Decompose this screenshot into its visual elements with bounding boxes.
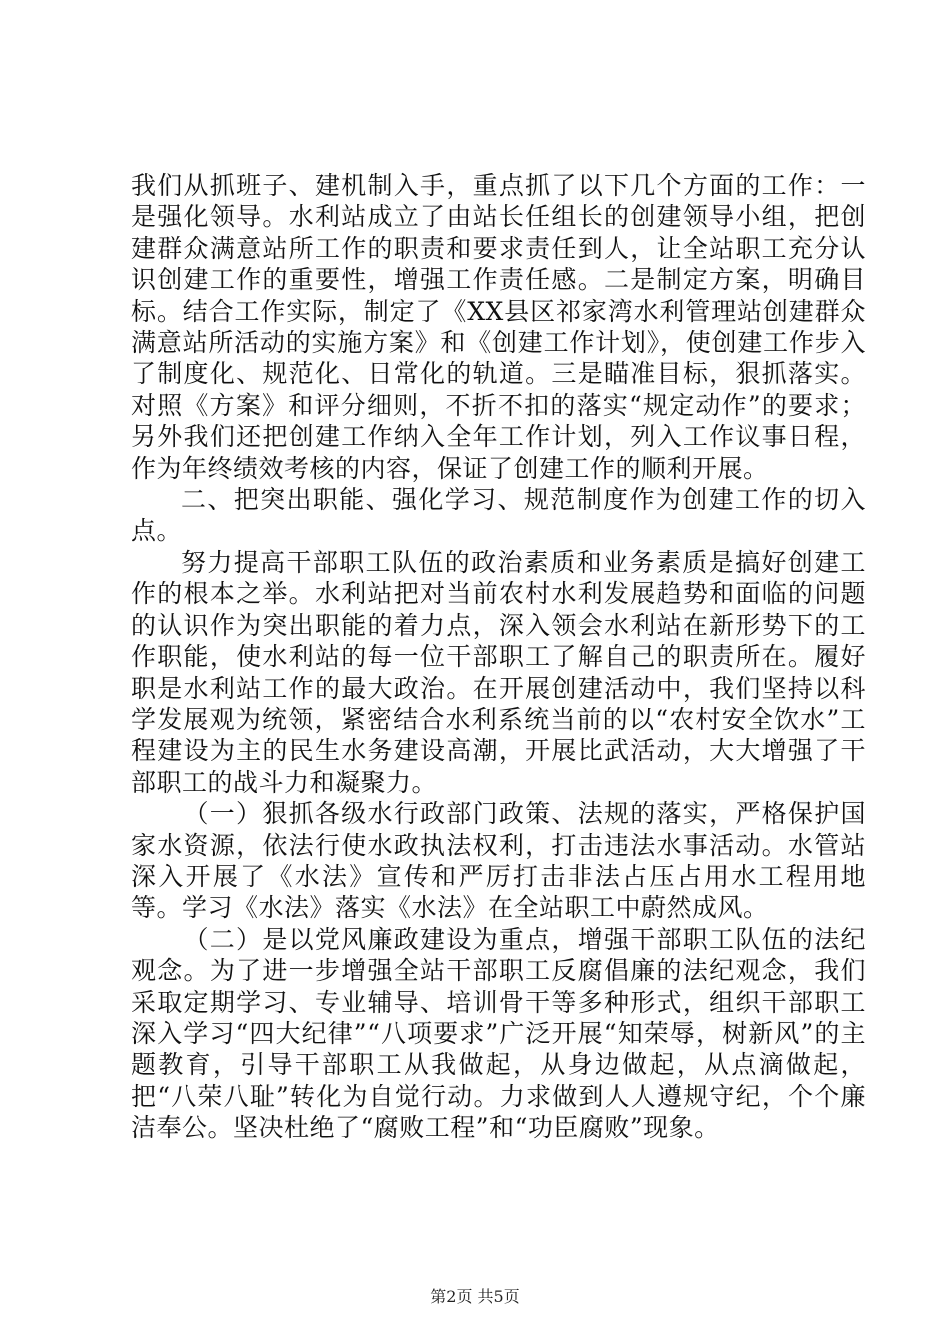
paragraph-quality: 努力提高干部职工队伍的政治素质和业务素质是搞好创建工作的根本之举。水利站把对当前农村水利发展趋势和面临的问题的认识作为突出职能的着力点，深入领会水利站在新形势下的工作职能，使水利站的每一位干部职工了解自己的职责所在。履好职是水利站工作的最大政治。在开展创建活动中，我们坚持以科学发展观为统领，紧密结合水利系统当前的以“农村安全饮水”工程建设为主的民生水务建设高潮，开展比武活动，大大增强了干部职工的战斗力和凝聚力。	[131, 547, 866, 797]
section-heading-two: 二、把突出职能、强化学习、规范制度作为创建工作的切入点。	[131, 485, 866, 546]
paragraph-subitem-one: （一）狠抓各级水行政部门政策、法规的落实，严格保护国家水资源，依法行使水政执法权利，打击违法水事活动。水管站深入开展了《水法》宣传和严厉打击非法占压占用水工程用地等。学习《水法》落实《水法》在全站职工中蔚然成风。	[131, 799, 866, 923]
paragraph-leadership: 我们从抓班子、建机制入手，重点抓了以下几个方面的工作：一是强化领导。水利站成立了由站长任组长的创建领导小组，把创建群众满意站所工作的职责和要求责任到人，让全站职工充分认识创建工作的重要性，增强工作责任感。二是制定方案，明确目标。结合工作实际，制定了《XX县区祁家湾水利管理站创建群众满意站所活动的实施方案》和《创建工作计划》，使创建工作步入了制度化、规范化、日常化的轨道。三是瞄准目标，狠抓落实。对照《方案》和评分细则，不折不扣的落实“规定动作”的要求；另外我们还把创建工作纳入全年工作计划，列入工作议事日程，作为年终绩效考核的内容，保证了创建工作的顺利开展。	[131, 171, 866, 483]
paragraph-subitem-two: （二）是以党风廉政建设为重点，增强干部职工队伍的法纪观念。为了进一步增强全站干部职工反腐倡廉的法纪观念，我们采取定期学习、专业辅导、培训骨干等多种形式，组织干部职工深入学习“四大纪律”“八项要求”广泛开展“知荣辱，树新风”的主题教育，引导干部职工从我做起，从身边做起，从点滴做起，把“八荣八耻”转化为自觉行动。力求做到人人遵规守纪，个个廉洁奉公。坚决杜绝了“腐败工程”和“功臣腐败”现象。	[131, 924, 866, 1143]
page-footer: 第2页 共5页	[430, 1287, 520, 1306]
document-body	[131, 170, 866, 1144]
